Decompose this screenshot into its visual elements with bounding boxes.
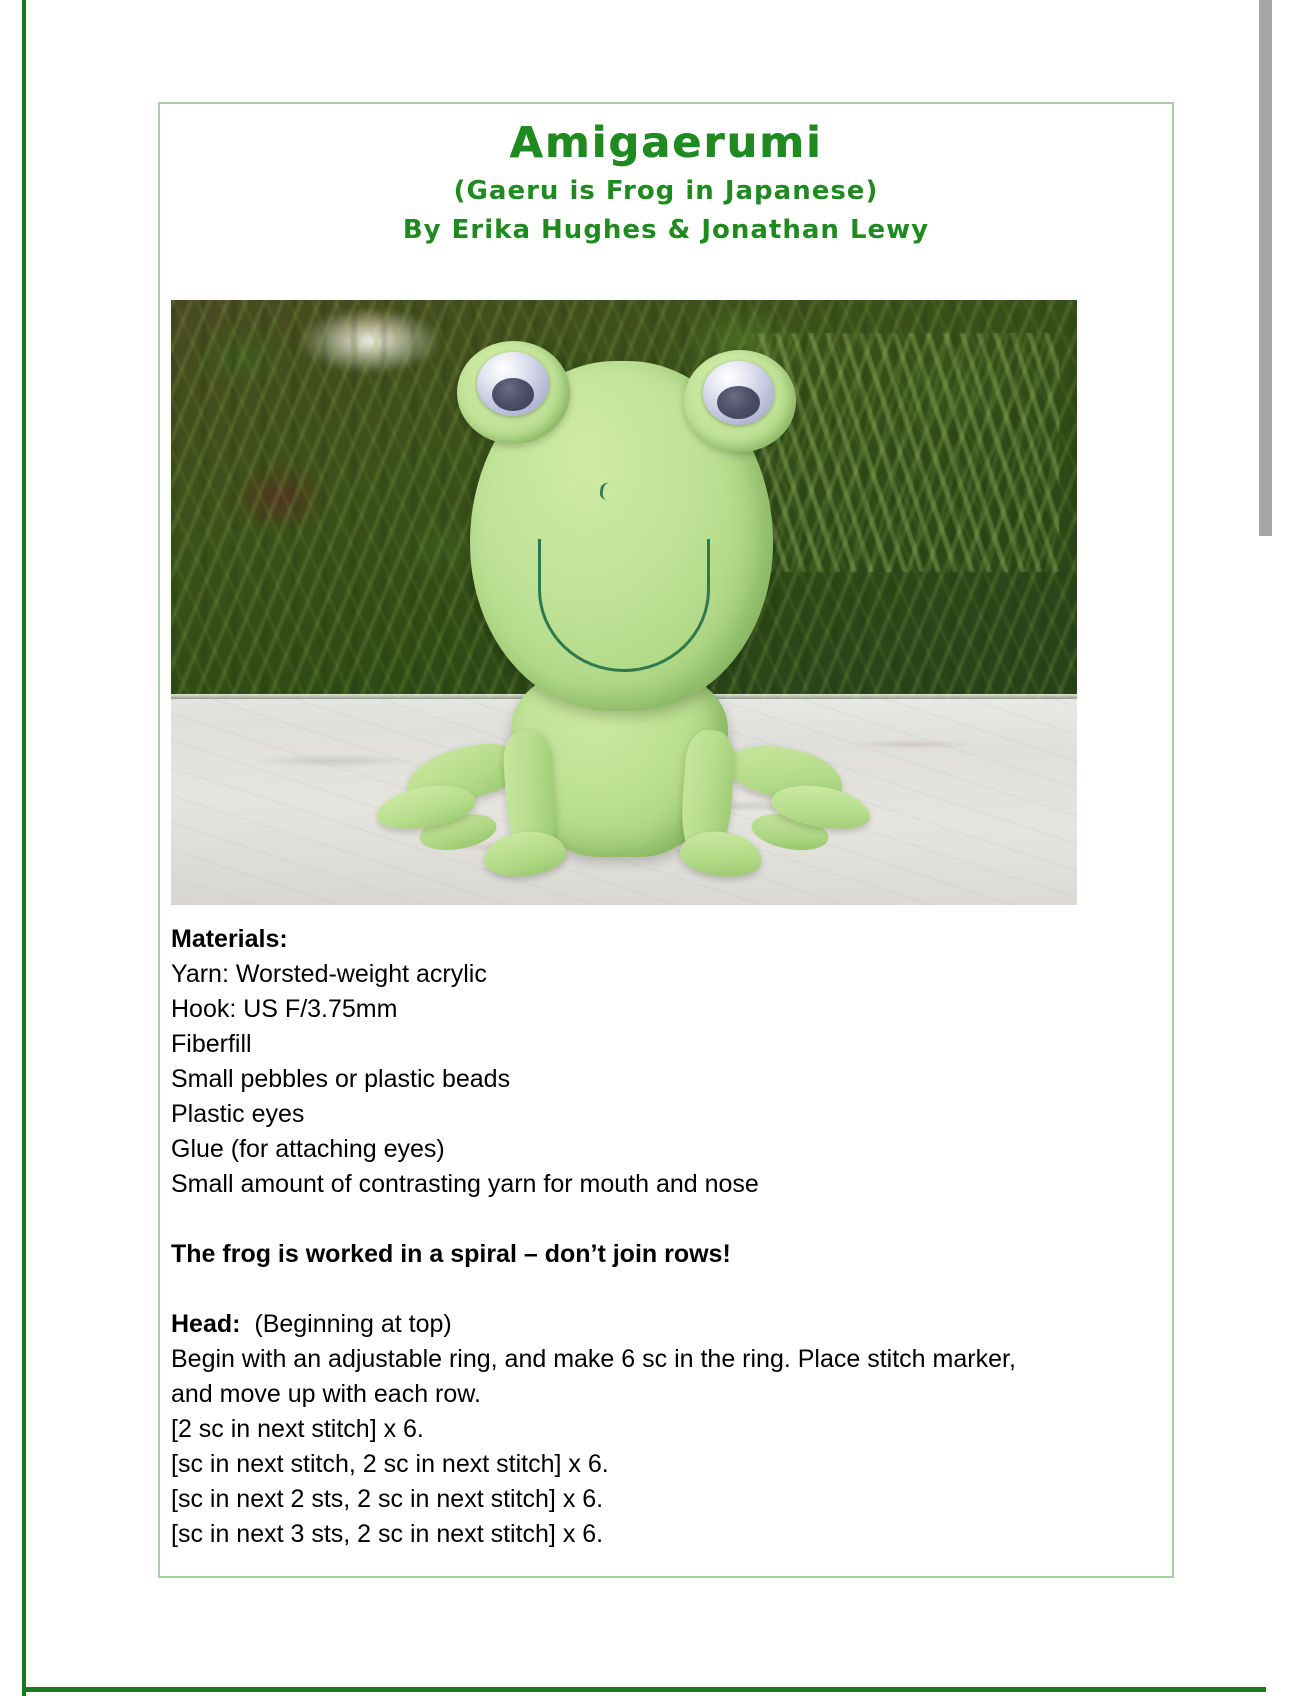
viewer-bottom-rail [22, 1687, 1270, 1692]
materials-item: Fiberfill [171, 1030, 252, 1058]
head-section-title [171, 1307, 1161, 1342]
head-row: [sc in next 2 sts, 2 sc in next stitch] x 6. [171, 1485, 604, 1513]
page-subtitle: (Gaeru is Frog in Japanese) [453, 175, 879, 206]
materials-item: Plastic eyes [171, 1100, 305, 1128]
spacer [171, 1202, 1161, 1237]
head-label-note: (Beginning at top) [254, 1310, 452, 1338]
frog-right-eye [703, 361, 775, 425]
head-row: [sc in next stitch, 2 sc in next stitch] x 6. [171, 1450, 609, 1478]
crochet-frog-figure [171, 300, 1077, 905]
materials-item: Glue (for attaching eyes) [171, 1135, 445, 1163]
frog-left-eye [477, 352, 549, 416]
spacer [171, 1272, 1161, 1307]
head-intro-line: and move up with each row. [171, 1380, 481, 1408]
materials-heading: Materials: [171, 925, 288, 953]
page-title: Amigaerumi [509, 118, 823, 168]
frog-photo [171, 300, 1077, 905]
materials-item: Yarn: Worsted-weight acrylic [171, 960, 487, 988]
frog-left-pupil [492, 378, 535, 411]
materials-item: Hook: US F/3.75mm [171, 995, 398, 1023]
page-byline: By Erika Hughes & Jonathan Lewy [402, 215, 930, 246]
materials-item: Small pebbles or plastic beads [171, 1065, 511, 1093]
head-row: [sc in next 3 sts, 2 sc in next stitch] x 6. [171, 1520, 604, 1548]
head-row: [2 sc in next stitch] x 6. [171, 1415, 424, 1443]
photo-canvas [171, 300, 1077, 905]
materials-item: Small amount of contrasting yarn for mouth and nose [171, 1170, 759, 1198]
frog-right-pupil [717, 386, 760, 419]
spiral-notice: The frog is worked in a spiral – don’t join rows! [171, 1240, 731, 1268]
vertical-scrollbar-thumb[interactable] [1259, 0, 1272, 536]
document-page [158, 102, 1174, 1578]
vertical-scrollbar-track[interactable] [1266, 0, 1284, 1696]
title-block [160, 104, 1172, 250]
viewer-left-rail [22, 0, 26, 1696]
head-intro-line: Begin with an adjustable ring, and make 6 sc in the ring. Place stitch marker, [171, 1345, 1016, 1373]
pattern-body [171, 922, 1161, 1552]
head-label: Head: [171, 1310, 241, 1338]
